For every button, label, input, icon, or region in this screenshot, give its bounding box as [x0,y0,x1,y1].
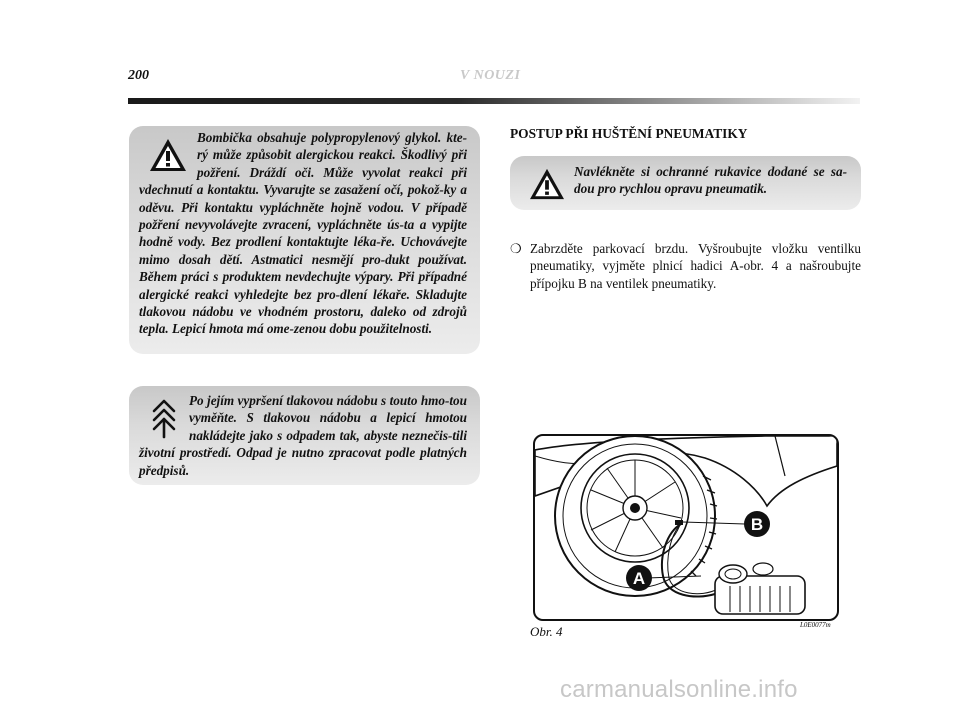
gloves-warning-box [510,156,861,210]
figure-illustration [533,434,839,621]
procedure-step-text: Zabrzděte parkovací brzdu. Vyšroubujte vložku ventilku pneumatiky, vyjměte plnicí hadici A-obr. 4 a našroubujte přípojku B na ventilek pneumatiky. [530,241,861,291]
section-title: V NOUZI [460,68,521,83]
eco-disposal-text: Po jejím vypršení tlakovou nádobu s touto hmo-tou vyměňte. S tlakovou nádobu a lepicí hmotou nakládejte jako s odpadem tak, abyste neznečis-tili životní prostředí. Odpad je nutno zpracovat podle platných předpisů. [139,393,467,478]
procedure-step [510,240,861,292]
environment-tree-icon [139,392,189,444]
glycol-warning-box [129,126,480,354]
figure-code: L0E0077m [800,621,831,629]
gloves-warning-text: Navlékněte si ochranné rukavice dodané se sa-dou pro rychlou opravu pneumatik. [574,164,847,197]
figure-label-a: A [632,569,646,588]
bullet-circle-icon: ❍ [510,241,522,256]
tire-inflation-illustration [535,436,837,619]
page-number: 200 [128,68,149,83]
figure-label-b: B [750,515,764,534]
header-rule [128,98,860,104]
warning-triangle-icon [520,163,574,205]
figure-caption: Obr. 4 [530,624,563,639]
glycol-warning-text: Bombička obsahuje polypropylenový glykol. kte-rý může způsobit alergickou reakci. Škodlivý při požření. Dráždí oči. Může vyvolat reakci při vdechnutí a kontaktu. Vyvarujte se zasažení očí, pokož-ky a oděvu. Při kontaktu vypláchněte hojně vodou. V případě požření nevyvolávejte zvracení, vypláchněte ús-ta a vypijte hodně vody. Bez prodlení kontaktujte léka-ře. Uchovávejte mimo dosah dětí. Astmatici nesmějí pro-dukt používat. Během práci s produktem nevdechujte výpary. Při případné alergické reakci vyhledejte bez pro-dlení lékaře. Skladujte tlakovou nádobu ve vhodném prostoru, daleko od zdrojů tepla. Lepicí hmota má ome-zenou dobu použitelnosti. [139,130,467,337]
procedure-title: POSTUP PŘI HUŠTĚNÍ PNEUMATIKY [510,126,748,141]
warning-triangle-icon [139,129,197,181]
eco-disposal-box [129,386,480,485]
watermark: carmanualsonline.info [560,676,798,703]
